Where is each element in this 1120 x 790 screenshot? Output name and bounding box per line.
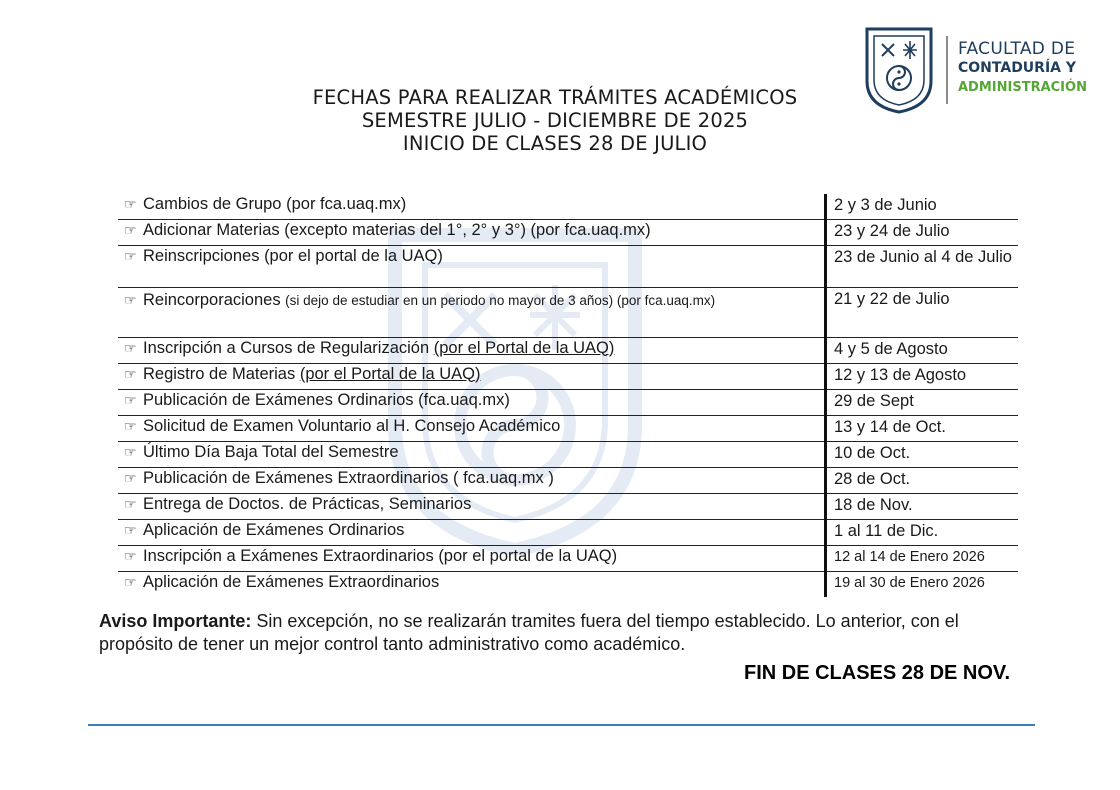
pointing-hand-icon: ☞: [124, 196, 137, 212]
pointing-hand-icon: ☞: [124, 417, 137, 434]
procedure-cell: [118, 287, 826, 337]
procedure-name: Último Día Baja Total del Semestre: [143, 442, 399, 461]
table-row: [118, 441, 1018, 467]
pointing-hand-icon: ☞: [124, 221, 137, 238]
date-cell: 2 y 3 de Junio: [826, 194, 1019, 219]
procedure-note: (por el Portal de la UAQ): [433, 338, 615, 357]
end-of-classes: FIN DE CLASES 28 DE NOV.: [744, 662, 1010, 684]
procedure-cell: [118, 441, 826, 467]
table-row: [118, 519, 1018, 545]
table-row: [118, 571, 1018, 597]
procedure-cell: [118, 467, 826, 493]
table-row: [118, 219, 1018, 245]
date-cell: 21 y 22 de Julio: [826, 287, 1019, 337]
notice-label: Aviso Importante:: [99, 611, 252, 631]
logo-line-1: FACULTAD DE: [958, 39, 1076, 59]
date-cell: 28 de Oct.: [826, 467, 1019, 493]
procedure-name: Solicitud de Examen Voluntario al H. Consejo Académico: [143, 416, 561, 435]
pointing-hand-icon: ☞: [124, 469, 137, 486]
procedure-note: (excepto materias del 1°, 2° y 3°) (por fca.uaq.mx): [284, 220, 651, 239]
procedure-note: (fca.uaq.mx): [418, 390, 510, 409]
date-cell: 4 y 5 de Agosto: [826, 337, 1019, 363]
date-cell: 23 y 24 de Julio: [826, 219, 1019, 245]
date-cell: 12 al 14 de Enero 2026: [826, 545, 1019, 571]
important-notice: [99, 610, 1019, 656]
procedure-name: Aplicación de Exámenes Ordinarios: [143, 520, 405, 539]
procedure-cell: [118, 493, 826, 519]
date-cell: 10 de Oct.: [826, 441, 1019, 467]
university-seal-icon: [864, 26, 934, 114]
table-row: [118, 287, 1018, 337]
procedure-cell: [118, 219, 826, 245]
procedure-name: Cambios de Grupo: [143, 195, 282, 213]
procedure-name: Inscripción a Cursos de Regularización: [143, 338, 430, 357]
table-row: [118, 245, 1018, 287]
pointing-hand-icon: ☞: [124, 547, 137, 564]
procedure-note: (si dejo de estudiar en un periodo no mayor de 3 años) (por fca.uaq.mx): [285, 292, 716, 308]
title-line-1: FECHAS PARA REALIZAR TRÁMITES ACADÉMICOS: [312, 86, 798, 109]
faculty-logo: [862, 26, 1092, 116]
procedure-cell: [118, 389, 826, 415]
logo-wordmark: [958, 40, 1087, 97]
pointing-hand-icon: ☞: [124, 521, 137, 538]
logo-line-2: CONTADURÍA Y: [958, 60, 1077, 76]
pointing-hand-icon: ☞: [124, 339, 137, 356]
date-cell: 12 y 13 de Agosto: [826, 363, 1019, 389]
table-row: [118, 545, 1018, 571]
logo-line-3: ADMINISTRACIÓN: [958, 80, 1087, 95]
procedure-note: (por el Portal de la UAQ): [299, 364, 481, 383]
table-row: [118, 337, 1018, 363]
pointing-hand-icon: ☞: [124, 495, 137, 512]
date-cell: 19 al 30 de Enero 2026: [826, 571, 1019, 597]
pointing-hand-icon: ☞: [124, 247, 137, 264]
procedure-cell: [118, 245, 826, 287]
procedure-note: (por el portal de la UAQ): [438, 546, 618, 565]
procedure-cell: [118, 571, 826, 597]
notice-text: Sin excepción, no se realizarán tramites fuera del tiempo establecido. Lo anterior, con el propósito de tener un mejor control tanto administrativo como académico.: [99, 611, 959, 654]
date-cell: 23 de Junio al 4 de Julio: [826, 245, 1019, 287]
procedure-name: Entrega de Doctos. de Prácticas, Seminarios: [143, 494, 472, 513]
procedure-name: Reinscripciones: [143, 246, 260, 265]
pointing-hand-icon: ☞: [124, 443, 137, 460]
date-cell: 18 de Nov.: [826, 493, 1019, 519]
procedure-name: Publicación de Exámenes Extraordinarios: [143, 468, 449, 487]
table-row: [118, 194, 1018, 219]
procedure-name: Inscripción a Exámenes Extraordinarios: [143, 546, 434, 565]
title-line-2: SEMESTRE JULIO - DICIEMBRE DE 2025: [361, 109, 749, 132]
procedure-name: Aplicación de Exámenes Extraordinarios: [143, 572, 440, 591]
date-cell: 13 y 14 de Oct.: [826, 415, 1019, 441]
procedure-cell: [118, 545, 826, 571]
pointing-hand-icon: ☞: [124, 573, 137, 590]
procedure-cell: [118, 194, 826, 219]
table-row: [118, 467, 1018, 493]
procedure-name: Publicación de Exámenes Ordinarios: [143, 390, 414, 409]
table-row: [118, 363, 1018, 389]
table-row: [118, 389, 1018, 415]
procedures-table: [118, 194, 1018, 597]
procedure-cell: [118, 337, 826, 363]
table-row: [118, 493, 1018, 519]
pointing-hand-icon: ☞: [124, 391, 137, 408]
procedure-cell: [118, 519, 826, 545]
procedure-name: Registro de Materias: [143, 364, 296, 383]
procedure-note: (por el portal de la UAQ): [264, 246, 443, 265]
date-cell: 1 al 11 de Dic.: [826, 519, 1019, 545]
procedure-cell: [118, 363, 826, 389]
procedure-cell: [118, 415, 826, 441]
document-title: [230, 86, 880, 155]
procedure-note: ( fca.uaq.mx ): [453, 468, 554, 487]
pointing-hand-icon: ☞: [124, 365, 137, 382]
footer-rule: [88, 724, 1035, 726]
date-cell: 29 de Sept: [826, 389, 1019, 415]
table-row: [118, 415, 1018, 441]
title-line-3: INICIO DE CLASES 28 DE JULIO: [402, 132, 708, 155]
procedure-name: Reincorporaciones: [143, 290, 281, 309]
procedure-note: (por fca.uaq.mx): [286, 195, 407, 213]
pointing-hand-icon: ☞: [124, 291, 137, 308]
procedure-name: Adicionar Materias: [143, 220, 280, 239]
logo-divider: [946, 36, 948, 104]
